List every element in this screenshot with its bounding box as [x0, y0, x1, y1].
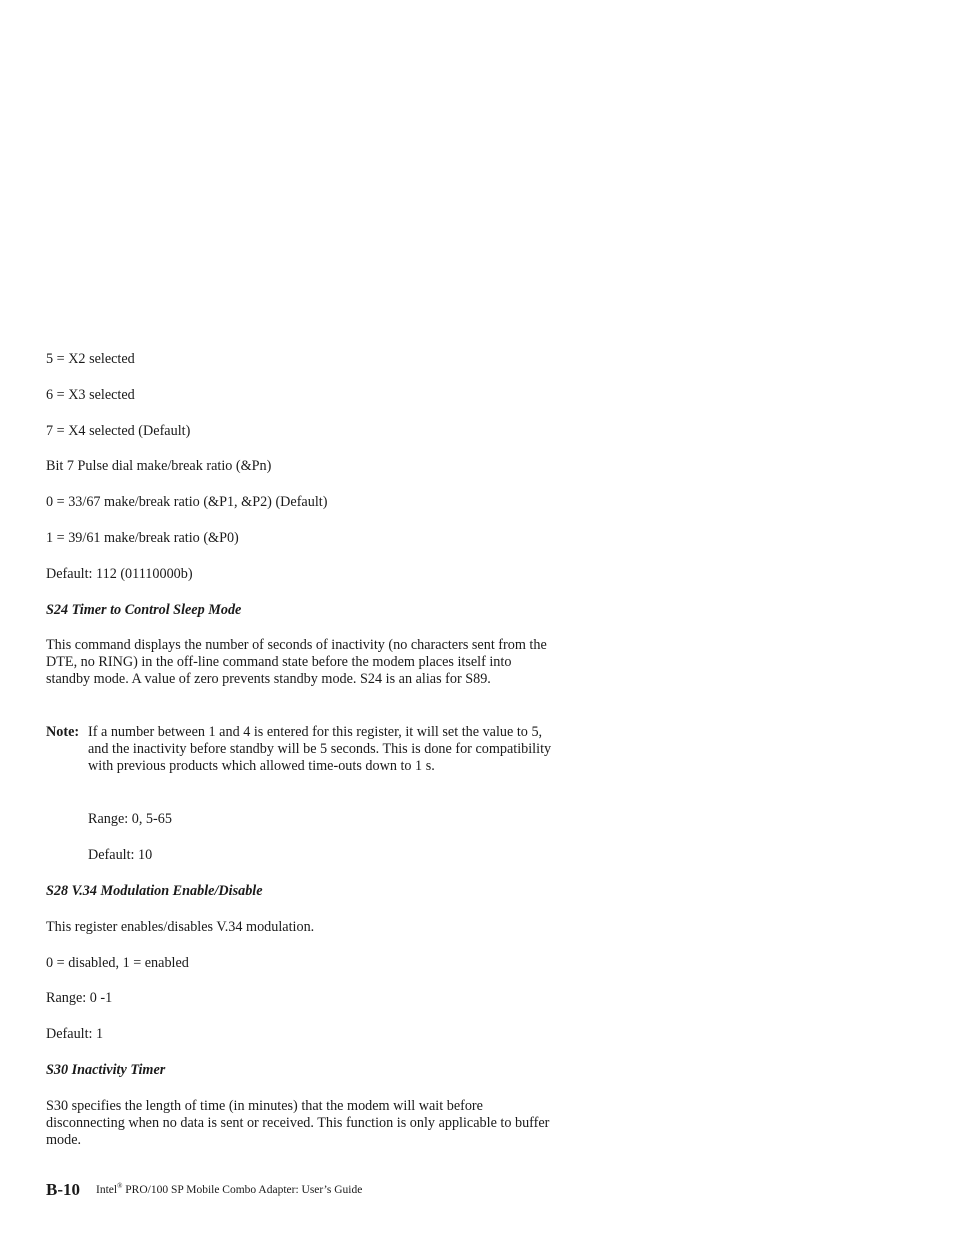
- s28-values: 0 = disabled, 1 = enabled: [46, 955, 189, 971]
- s30-body: S30 specifies the length of time (in minutes) that the modem will wait before disconnecting when no data is sent or received. This function is only applicable to buffer mode.: [46, 1098, 550, 1149]
- note-label: Note:: [46, 724, 80, 740]
- footer-brand: Intel: [96, 1184, 118, 1196]
- default-line: Default: 112 (01110000b): [46, 566, 193, 582]
- s28-range: Range: 0 -1: [46, 990, 113, 1006]
- footer-guide-title: PRO/100 SP Mobile Combo Adapter: User’s Guide: [125, 1184, 363, 1196]
- s24-body: This command displays the number of seconds of inactivity (no characters sent from the DTE, no RING) in the off-line command state before the modem places itself into standby mode. A value of zero prevents standby mode. S24 is an alias for S89.: [46, 637, 547, 688]
- bit-value-line: 7 = X4 selected (Default): [46, 423, 191, 439]
- trademark-symbol: ®: [117, 1182, 123, 1191]
- s28-heading: S28 V.34 Modulation Enable/Disable: [46, 883, 263, 899]
- s24-range: Range: 0, 5-65: [88, 811, 172, 827]
- bit-value-line: 6 = X3 selected: [46, 387, 135, 403]
- bit-value-line: 0 = 33/67 make/break ratio (&P1, &P2) (Default): [46, 494, 328, 510]
- s30-heading: S30 Inactivity Timer: [46, 1062, 166, 1078]
- s24-heading: S24 Timer to Control Sleep Mode: [46, 602, 242, 618]
- note-text: If a number between 1 and 4 is entered for this register, it will set the value to 5, and the inactivity before standby will be 5 seconds. This is done for compatibility with previous products which allowed time-outs down to 1 s.: [88, 724, 552, 775]
- bit-value-line: 5 = X2 selected: [46, 351, 135, 367]
- bit-value-line: 1 = 39/61 make/break ratio (&P0): [46, 530, 239, 546]
- bit-description-line: Bit 7 Pulse dial make/break ratio (&Pn): [46, 458, 272, 474]
- running-footer: [96, 1184, 362, 1196]
- s24-default: Default: 10: [88, 847, 153, 863]
- page-number: B-10: [46, 1180, 80, 1199]
- s28-body: This register enables/disables V.34 modulation.: [46, 919, 315, 935]
- s28-default: Default: 1: [46, 1026, 104, 1042]
